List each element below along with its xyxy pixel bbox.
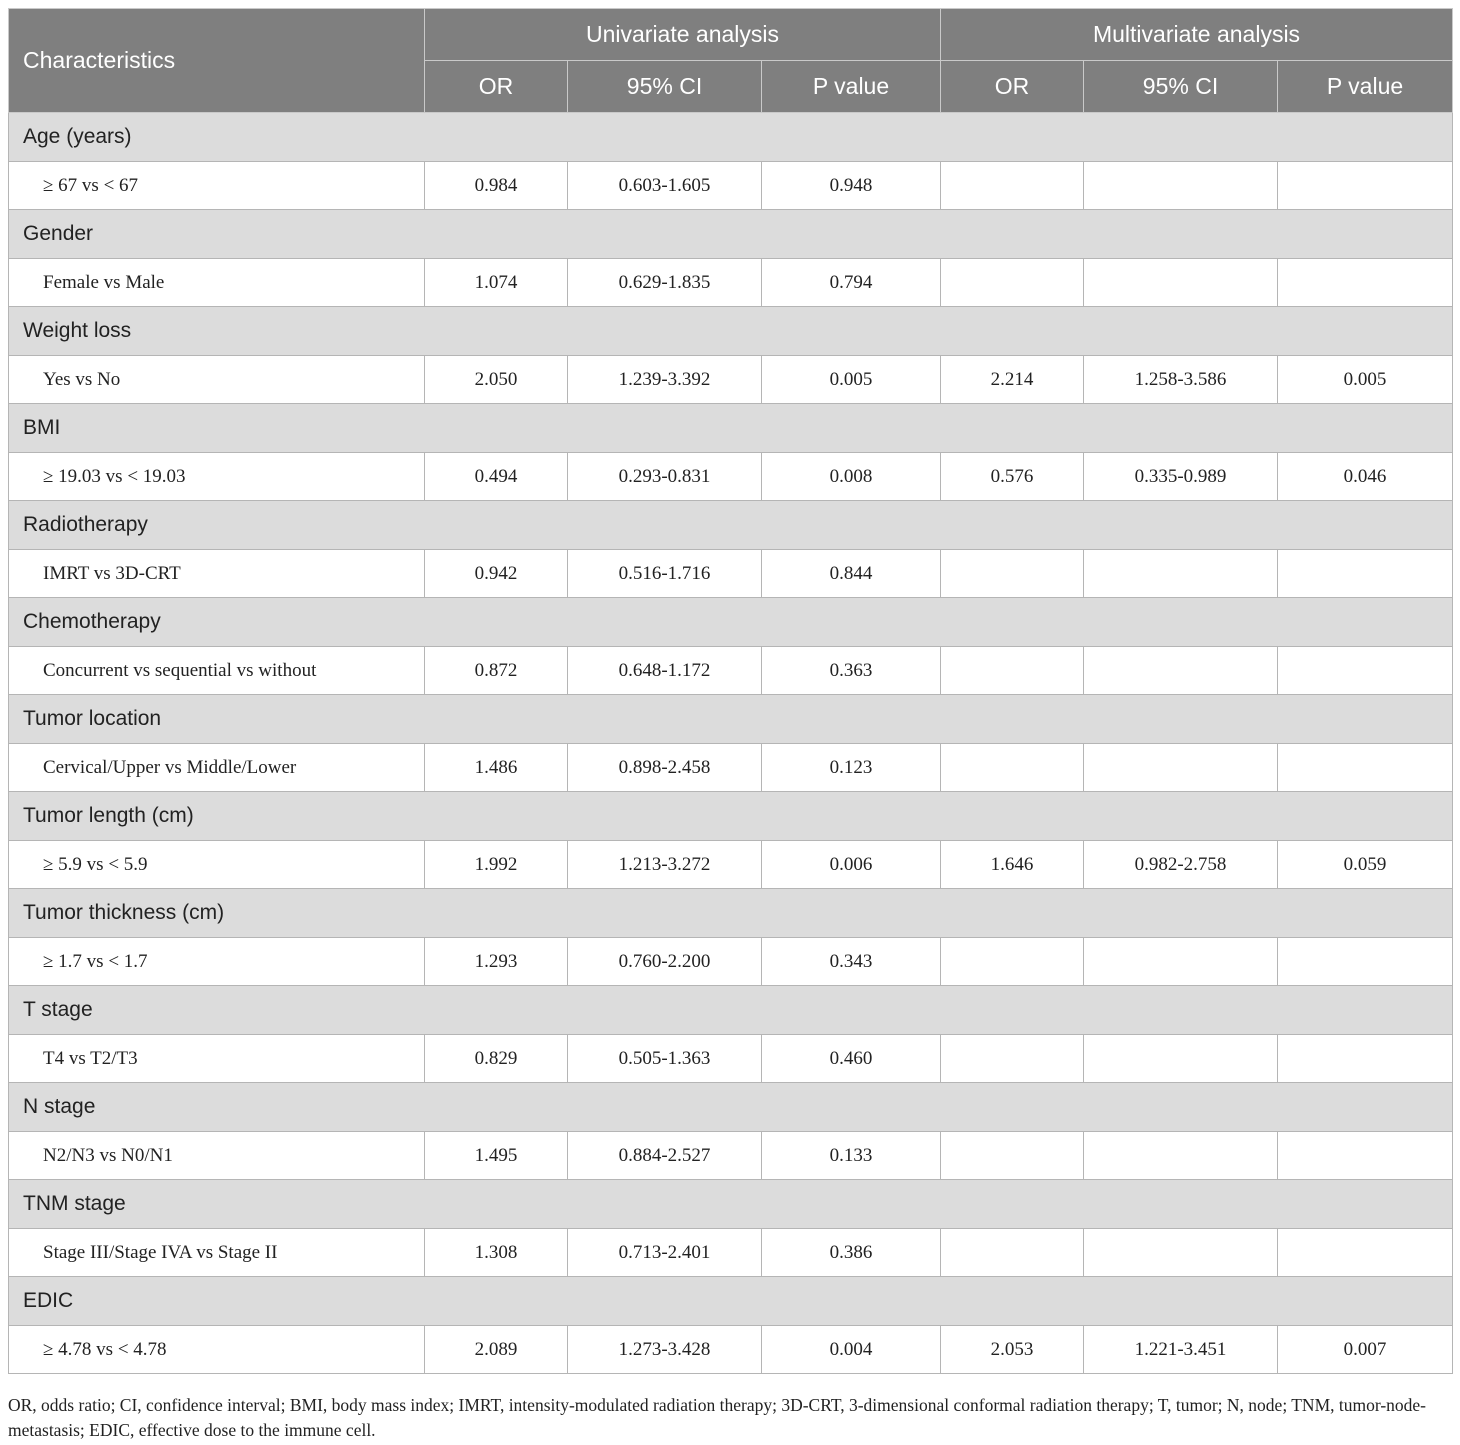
category-label: Weight loss: [9, 307, 1453, 356]
comparison-label: IMRT vs 3D-CRT: [9, 550, 425, 598]
uni-p-cell: 0.008: [762, 453, 941, 501]
uni-ci-cell: 1.213-3.272: [568, 841, 762, 889]
header-multi-or: OR: [941, 61, 1084, 113]
comparison-label: N2/N3 vs N0/N1: [9, 1132, 425, 1180]
category-row: [9, 307, 1453, 356]
uni-or-cell: 0.829: [425, 1035, 568, 1083]
multi-or-cell: [941, 550, 1084, 598]
uni-p-cell: 0.006: [762, 841, 941, 889]
category-row: [9, 501, 1453, 550]
uni-ci-cell: 0.293-0.831: [568, 453, 762, 501]
comparison-label: ≥ 1.7 vs < 1.7: [9, 938, 425, 986]
comparison-label: ≥ 19.03 vs < 19.03: [9, 453, 425, 501]
uni-ci-cell: 0.516-1.716: [568, 550, 762, 598]
table-row: [9, 1229, 1453, 1277]
uni-ci-cell: 0.629-1.835: [568, 259, 762, 307]
multi-p-cell: [1278, 162, 1453, 210]
multi-or-cell: [941, 259, 1084, 307]
uni-or-cell: 0.942: [425, 550, 568, 598]
uni-or-cell: 2.050: [425, 356, 568, 404]
uni-p-cell: 0.133: [762, 1132, 941, 1180]
uni-ci-cell: 1.273-3.428: [568, 1326, 762, 1374]
uni-or-cell: 1.074: [425, 259, 568, 307]
header-univariate: Univariate analysis: [425, 9, 941, 61]
uni-p-cell: 0.948: [762, 162, 941, 210]
category-row: [9, 210, 1453, 259]
uni-p-cell: 0.794: [762, 259, 941, 307]
multi-p-cell: [1278, 938, 1453, 986]
uni-ci-cell: 0.505-1.363: [568, 1035, 762, 1083]
uni-or-cell: 1.486: [425, 744, 568, 792]
table-row: [9, 647, 1453, 695]
multi-p-cell: [1278, 550, 1453, 598]
uni-ci-cell: 0.884-2.527: [568, 1132, 762, 1180]
multi-ci-cell: [1084, 938, 1278, 986]
multi-p-cell: [1278, 1132, 1453, 1180]
category-label: N stage: [9, 1083, 1453, 1132]
multi-ci-cell: [1084, 1132, 1278, 1180]
uni-or-cell: 1.308: [425, 1229, 568, 1277]
multi-or-cell: [941, 1035, 1084, 1083]
uni-p-cell: 0.343: [762, 938, 941, 986]
uni-or-cell: 0.872: [425, 647, 568, 695]
comparison-label: T4 vs T2/T3: [9, 1035, 425, 1083]
multi-p-cell: 0.059: [1278, 841, 1453, 889]
header-multivariate: Multivariate analysis: [941, 9, 1453, 61]
multi-p-cell: [1278, 259, 1453, 307]
multi-or-cell: 2.053: [941, 1326, 1084, 1374]
header-multi-ci: 95% CI: [1084, 61, 1278, 113]
multi-or-cell: [941, 744, 1084, 792]
table-row: [9, 1132, 1453, 1180]
uni-ci-cell: 0.713-2.401: [568, 1229, 762, 1277]
multi-or-cell: [941, 1229, 1084, 1277]
multi-p-cell: 0.046: [1278, 453, 1453, 501]
multi-or-cell: [941, 647, 1084, 695]
multi-p-cell: 0.005: [1278, 356, 1453, 404]
uni-ci-cell: 0.603-1.605: [568, 162, 762, 210]
uni-or-cell: 1.495: [425, 1132, 568, 1180]
multi-p-cell: 0.007: [1278, 1326, 1453, 1374]
multi-ci-cell: [1084, 647, 1278, 695]
multi-ci-cell: [1084, 744, 1278, 792]
category-label: T stage: [9, 986, 1453, 1035]
category-label: Tumor location: [9, 695, 1453, 744]
multi-or-cell: [941, 938, 1084, 986]
table-row: [9, 259, 1453, 307]
comparison-label: Stage III/Stage IVA vs Stage II: [9, 1229, 425, 1277]
category-row: [9, 695, 1453, 744]
table-body: [9, 113, 1453, 1374]
uni-or-cell: 0.494: [425, 453, 568, 501]
category-row: [9, 1180, 1453, 1229]
multi-p-cell: [1278, 647, 1453, 695]
multi-or-cell: 0.576: [941, 453, 1084, 501]
category-row: [9, 792, 1453, 841]
multi-p-cell: [1278, 1035, 1453, 1083]
category-row: [9, 1277, 1453, 1326]
category-label: EDIC: [9, 1277, 1453, 1326]
uni-p-cell: 0.005: [762, 356, 941, 404]
regression-table: [8, 8, 1453, 1374]
uni-ci-cell: 0.648-1.172: [568, 647, 762, 695]
table-row: [9, 744, 1453, 792]
multi-or-cell: 1.646: [941, 841, 1084, 889]
category-label: Tumor thickness (cm): [9, 889, 1453, 938]
multi-ci-cell: 1.221-3.451: [1084, 1326, 1278, 1374]
comparison-label: Cervical/Upper vs Middle/Lower: [9, 744, 425, 792]
comparison-label: ≥ 4.78 vs < 4.78: [9, 1326, 425, 1374]
category-row: [9, 113, 1453, 162]
multi-ci-cell: [1084, 1035, 1278, 1083]
table-header: [9, 9, 1453, 113]
multi-p-cell: [1278, 1229, 1453, 1277]
table-row: [9, 550, 1453, 598]
multi-ci-cell: [1084, 259, 1278, 307]
table-footnote: OR, odds ratio; CI, confidence interval; BMI, body mass index; IMRT, intensity-modulated radiation therapy; 3D-CRT, 3-dimensional conformal radiation therapy; T, tumor; N, node; TNM, tumor-node-metastasis; EDIC, effective dose to the immune cell.: [8, 1395, 1427, 1440]
uni-ci-cell: 1.239-3.392: [568, 356, 762, 404]
multi-or-cell: 2.214: [941, 356, 1084, 404]
table-row: [9, 356, 1453, 404]
category-label: Gender: [9, 210, 1453, 259]
category-label: Radiotherapy: [9, 501, 1453, 550]
category-label: Age (years): [9, 113, 1453, 162]
category-row: [9, 598, 1453, 647]
header-characteristics: Characteristics: [9, 9, 425, 113]
uni-or-cell: 1.293: [425, 938, 568, 986]
category-row: [9, 986, 1453, 1035]
uni-p-cell: 0.386: [762, 1229, 941, 1277]
uni-or-cell: 2.089: [425, 1326, 568, 1374]
comparison-label: ≥ 5.9 vs < 5.9: [9, 841, 425, 889]
header-multi-p: P value: [1278, 61, 1453, 113]
table-row: [9, 162, 1453, 210]
multi-or-cell: [941, 1132, 1084, 1180]
multi-ci-cell: [1084, 162, 1278, 210]
uni-p-cell: 0.004: [762, 1326, 941, 1374]
table-row: [9, 938, 1453, 986]
uni-ci-cell: 0.760-2.200: [568, 938, 762, 986]
uni-or-cell: 1.992: [425, 841, 568, 889]
uni-p-cell: 0.363: [762, 647, 941, 695]
header-uni-p: P value: [762, 61, 941, 113]
category-label: Chemotherapy: [9, 598, 1453, 647]
table-row: [9, 1326, 1453, 1374]
category-row: [9, 889, 1453, 938]
multi-ci-cell: 0.982-2.758: [1084, 841, 1278, 889]
category-row: [9, 1083, 1453, 1132]
uni-ci-cell: 0.898-2.458: [568, 744, 762, 792]
table-row: [9, 841, 1453, 889]
header-uni-ci: 95% CI: [568, 61, 762, 113]
uni-p-cell: 0.460: [762, 1035, 941, 1083]
table-container: [8, 8, 1452, 1374]
multi-ci-cell: 0.335-0.989: [1084, 453, 1278, 501]
multi-p-cell: [1278, 744, 1453, 792]
multi-ci-cell: 1.258-3.586: [1084, 356, 1278, 404]
multi-or-cell: [941, 162, 1084, 210]
multi-ci-cell: [1084, 1229, 1278, 1277]
comparison-label: ≥ 67 vs < 67: [9, 162, 425, 210]
comparison-label: Female vs Male: [9, 259, 425, 307]
header-uni-or: OR: [425, 61, 568, 113]
comparison-label: Concurrent vs sequential vs without: [9, 647, 425, 695]
table-row: [9, 453, 1453, 501]
category-label: Tumor length (cm): [9, 792, 1453, 841]
table-row: [9, 1035, 1453, 1083]
category-label: TNM stage: [9, 1180, 1453, 1229]
uni-p-cell: 0.844: [762, 550, 941, 598]
multi-ci-cell: [1084, 550, 1278, 598]
category-label: BMI: [9, 404, 1453, 453]
comparison-label: Yes vs No: [9, 356, 425, 404]
uni-p-cell: 0.123: [762, 744, 941, 792]
category-row: [9, 404, 1453, 453]
uni-or-cell: 0.984: [425, 162, 568, 210]
